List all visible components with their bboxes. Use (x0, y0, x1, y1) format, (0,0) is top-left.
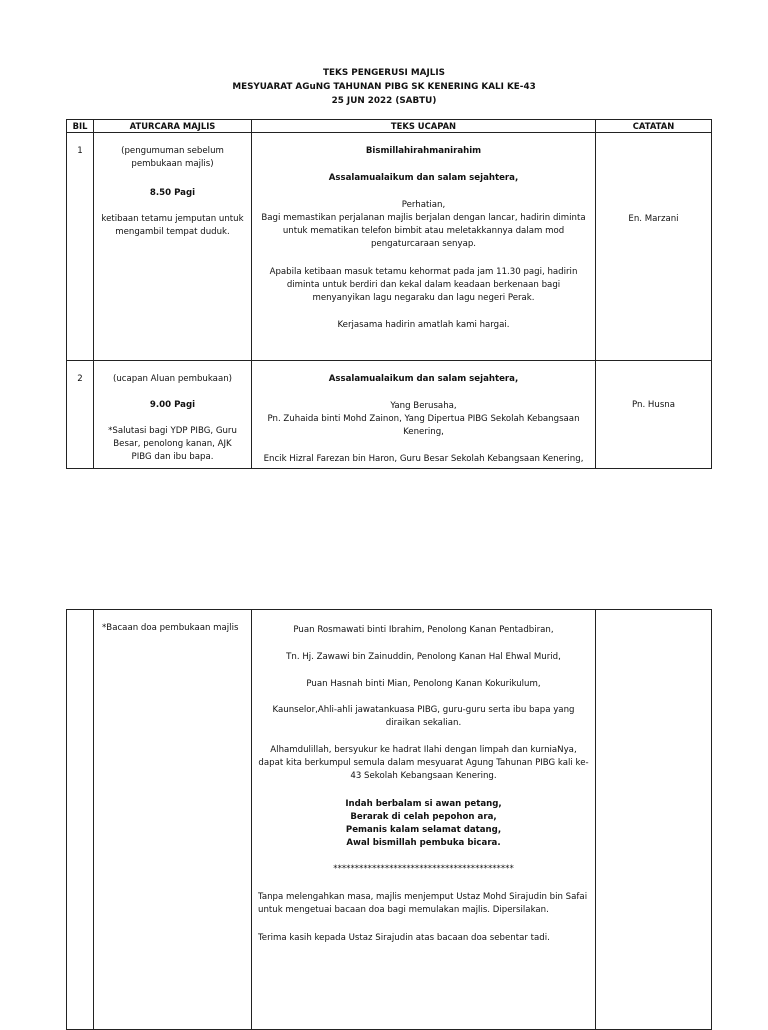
aturcara-doa: *Bacaan doa pembukaan majlis (102, 623, 239, 633)
pantun-line-3: Pemanis kalam selamat datang, (345, 825, 502, 835)
teks-jemputan-doa: Tanpa melengahkan masa, majlis menjemput Ustaz Mohd Sirajudin bin Safai untuk mengetuai bacaan doa bagi memulakan majlis. Dipersilakan. (258, 892, 588, 915)
aturcara-time: 9.00 Pagi (149, 400, 196, 410)
teks-pk-hem: Tn. Hj. Zawawi bin Zainuddin, Penolong Kanan Hal Ehwal Murid, (286, 652, 561, 662)
aturcara-cell (94, 133, 252, 361)
table-row (67, 361, 712, 469)
aturcara-time: 8.50 Pagi (149, 188, 196, 198)
column-header-catatan: CATATAN (596, 120, 712, 133)
aturcara-title: (pengumuman sebelum pembukaan majlis) (121, 146, 224, 169)
teks-bismillah: Bismillahirahmanirahim (365, 146, 482, 156)
teks-pk-kokurikulum: Puan Hasnah binti Mian, Penolong Kanan Kokurikulum, (306, 679, 541, 689)
column-header-teks: TEKS UCAPAN (252, 120, 596, 133)
catatan-cell: En. Marzani (596, 133, 712, 361)
row-number: 2 (67, 361, 94, 469)
column-header-bil: BIL (67, 120, 94, 133)
aturcara-cell (94, 361, 252, 469)
teks-cell (252, 133, 596, 361)
teks-kaunselor: Kaunselor,Ahli-ahli jawatankuasa PIBG, guru-guru serta ibu bapa yang diraikan sekalian. (272, 705, 575, 728)
teks-cell (252, 361, 596, 469)
teks-telefon: Bagi memastikan perjalanan majlis berjalan dengan lancar, hadirin diminta untuk mematikan telefon bimbit atau meletakkannya dalam mod pengaturcaraan senyap. (261, 213, 586, 249)
separator-stars: ****************************************** (333, 864, 514, 874)
column-header-aturcara: ATURCARA MAJLIS (94, 120, 252, 133)
teks-alhamdulillah: Alhamdulillah, bersyukur ke hadrat Ilahi dengan limpah dan kurniaNya, dapat kita berkumpul semula dalam mesyuarat Agung Tahunan PIBG kali ke-43 Sekolah Kebangsaan Kenering. (258, 745, 589, 781)
row-number: 1 (67, 133, 94, 361)
agenda-table (66, 119, 712, 469)
aturcara-cell (94, 610, 252, 1030)
teks-salam: Assalamualaikum dan salam sejahtera, (328, 374, 519, 384)
document-title: TEKS PENGERUSI MAJLIS (323, 68, 445, 78)
catatan-cell (596, 610, 712, 1030)
pantun-line-2: Berarak di celah pepohon ara, (350, 812, 497, 822)
teks-terima-kasih: Terima kasih kepada Ustaz Sirajudin atas bacaan doa sebentar tadi. (258, 933, 550, 943)
teks-ydp: Pn. Zuhaida binti Mohd Zainon, Yang Dipertua PIBG Sekolah Kebangsaan Kenering, (267, 414, 580, 437)
aturcara-note: ketibaan tetamu jemputan untuk mengambil tempat duduk. (101, 214, 244, 237)
table-header-row (67, 120, 712, 133)
table-row (67, 610, 712, 1030)
teks-pk-pentadbiran: Puan Rosmawati binti Ibrahim, Penolong Kanan Pentadbiran, (293, 625, 554, 635)
agenda-table-continued (66, 609, 712, 1030)
pantun-line-4: Awal bismillah pembuka bicara. (346, 838, 501, 848)
teks-kerjasama: Kerjasama hadirin amatlah kami hargai. (337, 320, 510, 330)
teks-yang-berusaha: Yang Berusaha, (390, 401, 457, 411)
meeting-name: MESYUARAT AGuNG TAHUNAN PIBG SK KENERING KALI KE-43 (232, 82, 536, 92)
row-number (67, 610, 94, 1030)
table-row (67, 133, 712, 361)
teks-salam: Assalamualaikum dan salam sejahtera, (328, 173, 519, 183)
catatan-cell: Pn. Husna (596, 361, 712, 469)
teks-guru-besar: Encik Hizral Farezan bin Haron, Guru Besar Sekolah Kebangsaan Kenering, (263, 454, 584, 464)
teks-cell (252, 610, 596, 1030)
aturcara-title: (ucapan Aluan pembukaan) (112, 374, 233, 384)
teks-perhatian: Perhatian, (401, 200, 446, 210)
teks-ketibaan: Apabila ketibaan masuk tetamu kehormat pada jam 11.30 pagi, hadirin diminta untuk berdiri dan kekal dalam keadaan berkenaan bagi menyanyikan lagu negaraku dan lagu negeri Perak. (269, 267, 578, 303)
aturcara-note: *Salutasi bagi YDP PIBG, Guru Besar, penolong kanan, AJK PIBG dan ibu bapa. (108, 426, 237, 462)
pantun-line-1: Indah berbalam si awan petang, (345, 799, 502, 809)
meeting-date: 25 JUN 2022 (SABTU) (331, 96, 437, 106)
